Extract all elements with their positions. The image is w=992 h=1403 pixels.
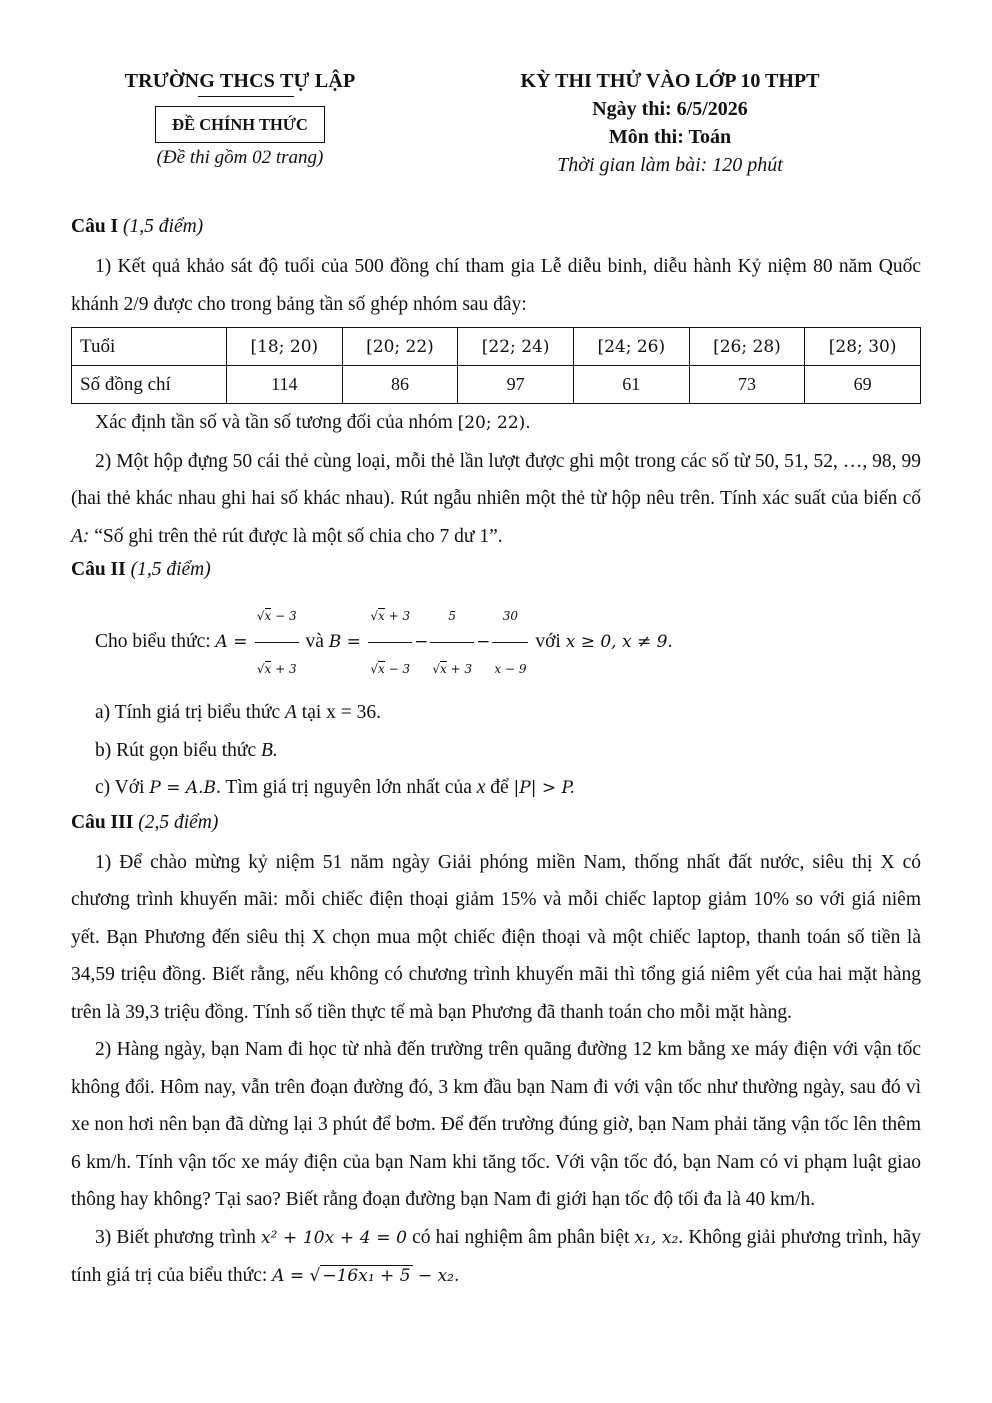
table-cell: [26; 28) (689, 328, 805, 366)
pages-note: (Đề thi gồm 02 trang) (156, 147, 324, 168)
table-cell: [28; 30) (805, 328, 921, 366)
table-row (72, 366, 921, 404)
fraction-b3: $\frac{30}{x - 9}$ (492, 591, 528, 694)
q2-c: c) Với P = A.B. Tìm giá trị nguyên lớn nhất của x để |P| > P. (95, 777, 575, 798)
exam-time: Thời gian làm bài: 120 phút (557, 154, 783, 176)
official-badge: ĐỀ CHÍNH THỨC (155, 106, 325, 143)
table-cell: 61 (573, 366, 689, 404)
q2-formula: Cho biểu thức: A = $\frac{√x - 3}{√x + 3}$ và B = $\frac{√x + 3}{√x - 3}$ − $\frac{5}{√x + 3}$ − $\frac{30}{x - 9}$ với x ≥ 0, x ≠ 9. (71, 591, 921, 694)
school-underline (198, 96, 294, 97)
table-cell: [18; 20) (227, 328, 343, 366)
table-header-age: Tuổi (72, 328, 227, 366)
table-cell: [22; 24) (458, 328, 574, 366)
table-cell: 73 (689, 366, 805, 404)
table-cell: 86 (342, 366, 458, 404)
exam-date: Ngày thi: 6/5/2026 (592, 98, 748, 120)
q3-2-text: 2) Hàng ngày, bạn Nam đi học từ nhà đến trường trên quãng đường 12 km bằng xe máy điện với vận tốc không đổi. Hôm nay, vẫn trên đoạn đường đó, 3 km đầu bạn Nam đi với vận tốc như thường ngày, sau đó vì xe non hơi nên bạn đã dừng lại 3 phút để bơm. Để đến trường đúng giờ, bạn Nam phải tăng vận tốc lên thêm 6 km/h. Tính vận tốc xe máy điện của bạn Nam khi tăng tốc. Với vận tốc đó, bạn Nam có vi phạm luật giao thông hay không? Tại sao? Biết rằng đoạn đường bạn Nam đi giới hạn tốc độ tối đa là 40 km/h. (71, 1039, 921, 1210)
q1-2-text: 2) Một hộp đựng 50 cái thẻ cùng loại, mỗi thẻ lần lượt được ghi một trong các số từ 50, 51, 52, …, 98, 99 (hai thẻ khác nhau ghi hai số khác nhau). Rút ngẫu nhiên một thẻ từ hộp nêu trên. Tính xác suất của biến cố A: “Số ghi trên thẻ rút được là một số chia cho 7 dư 1”. (71, 450, 921, 547)
table-cell: [24; 26) (573, 328, 689, 366)
frequency-table (71, 327, 921, 404)
table-cell: 97 (458, 366, 574, 404)
q2-a: a) Tính giá trị biểu thức A tại x = 36. (95, 702, 382, 723)
table-cell: 69 (805, 366, 921, 404)
section-1-title: Câu I (1,5 điểm) (71, 216, 204, 237)
header-left (105, 70, 375, 169)
q1-1-ask: Xác định tần số và tần số tương đối của nhóm [20; 22). (95, 412, 531, 433)
table-row (72, 328, 921, 366)
table-cell: [20; 22) (342, 328, 458, 366)
header-right (470, 70, 870, 177)
q1-1-text: 1) Kết quả khảo sát độ tuổi của 500 đồng chí tham gia Lễ diễu binh, diễu hành Kỷ niệm 80 năm Quốc khánh 2/9 được cho trong bảng tần số ghép nhóm sau đây: (71, 256, 921, 315)
q2-b: b) Rút gọn biểu thức B. (95, 739, 278, 761)
fraction-a: $\frac{√x - 3}{√x + 3}$ (255, 591, 299, 694)
section-3-title: Câu III (2,5 điểm) (71, 811, 219, 833)
exam-content (71, 212, 921, 1296)
fraction-b2: $\frac{5}{√x + 3}$ (430, 591, 474, 694)
table-cell: 114 (227, 366, 343, 404)
q3-3-text: 3) Biết phương trình x² + 10x + 4 = 0 có hai nghiệm âm phân biệt x₁, x₂. Không giải phương trình, hãy tính giá trị của biểu thức: A = √ −16x₁ + 5 − x₂. (71, 1226, 922, 1286)
exam-title: KỲ THI THỬ VÀO LỚP 10 THPT (520, 70, 820, 92)
exam-subject: Môn thi: Toán (608, 126, 732, 148)
fraction-b1: $\frac{√x + 3}{√x - 3}$ (368, 591, 412, 694)
q3-1-text: 1) Để chào mừng kỷ niệm 51 năm ngày Giải phóng miền Nam, thống nhất đất nước, siêu thị X có chương trình khuyến mãi: mỗi chiếc điện thoại giảm 15% và mỗi chiếc laptop giảm 10% so với giá niêm yết. Bạn Phương đến siêu thị X chọn mua một chiếc điện thoại và một chiếc laptop, thanh toán số tiền là 34,59 triệu đồng. Biết rằng, nếu không có chương trình khuyến mãi thì tổng giá niêm yết của hai mặt hàng trên là 39,3 triệu đồng. Tính số tiền thực tế mà bạn Phương đã thanh toán cho mỗi mặt hàng. (71, 851, 921, 1023)
section-2-title: Câu II (1,5 điểm) (71, 559, 211, 580)
school-name: TRƯỜNG THCS TỰ LẬP (124, 70, 356, 92)
table-header-count: Số đồng chí (72, 366, 227, 404)
